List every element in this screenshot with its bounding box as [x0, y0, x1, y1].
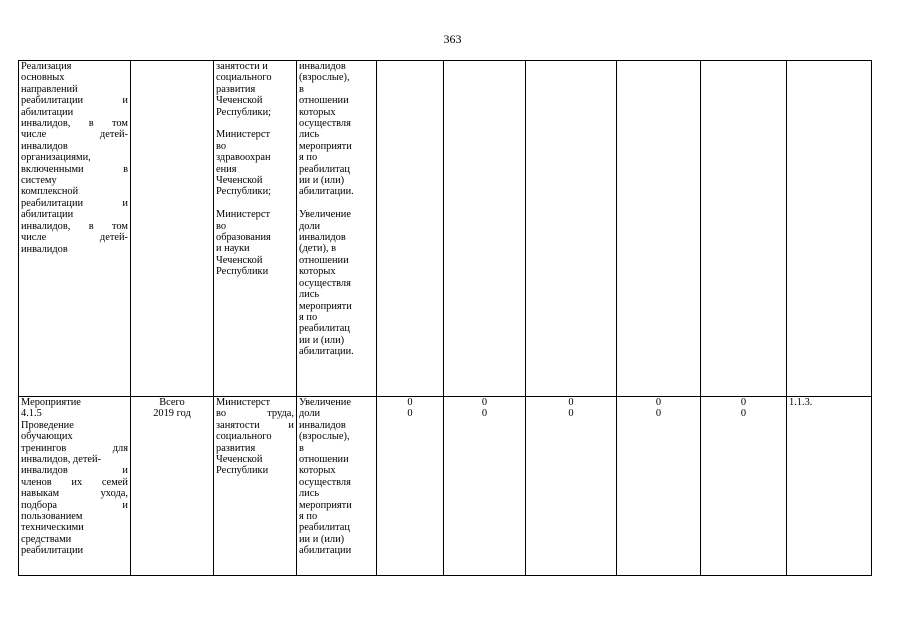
- cell-value-3: [526, 397, 617, 576]
- executor-line: развития: [216, 442, 256, 454]
- indicator-line: реабилитац: [299, 163, 350, 175]
- activity-name-line: абилитации: [21, 106, 74, 118]
- indicator-line: инвалидов: [299, 232, 346, 244]
- cell-value-5: [701, 397, 787, 576]
- activity-name-line: навыкам ухода,: [21, 488, 128, 500]
- cell-activity-name: [19, 61, 131, 397]
- activity-name-line: Проведение: [21, 419, 74, 431]
- executor-line: Чеченской: [216, 95, 263, 107]
- value-entry: 0: [407, 397, 413, 408]
- activity-name-line: числе детей-: [21, 129, 128, 141]
- indicator-line: абилитации.: [299, 346, 354, 358]
- cell-executor: [214, 61, 297, 397]
- activity-name-line: Реализация: [21, 61, 72, 72]
- activity-name-line: организациями,: [21, 152, 91, 164]
- indicator-line: абилитации.: [299, 186, 354, 198]
- executor-line: Республики: [216, 465, 269, 477]
- cell-link: [787, 61, 872, 397]
- cell-activity-name: [19, 397, 131, 576]
- activity-name-line: комплексной: [21, 186, 79, 198]
- executor-line: занятости и: [216, 419, 294, 431]
- indicator-line: осуществля: [299, 277, 351, 289]
- indicator-line: Увеличение: [299, 209, 351, 221]
- indicator-line: лись: [299, 488, 320, 500]
- table-row: [19, 397, 872, 576]
- executor-line: социального: [216, 72, 272, 84]
- indicator-line: лись: [299, 129, 320, 141]
- activity-name-line: обучающих: [21, 431, 73, 443]
- activity-name-line: Мероприятие: [21, 397, 81, 408]
- executor-line: Чеченской: [216, 454, 263, 466]
- indicator-line: которых: [299, 465, 336, 477]
- indicator-line: абилитации: [299, 545, 352, 557]
- indicator-line: реабилитац: [299, 522, 350, 534]
- activity-name-line: инвалидов, детей-: [21, 454, 101, 466]
- executor-line: Республики;: [216, 106, 272, 118]
- activity-name-line: 4.1.5: [21, 408, 42, 420]
- cell-value-4: [617, 61, 701, 397]
- indicator-line: (взрослые),: [299, 431, 350, 443]
- activity-name-line: реабилитации и: [21, 197, 128, 209]
- activity-name-line: направлений: [21, 83, 78, 95]
- value-entry: 0: [481, 408, 488, 420]
- activity-name-line: членов их семей: [21, 476, 128, 488]
- value-entry: 0: [407, 408, 413, 420]
- activity-name-line: абилитации: [21, 209, 74, 221]
- indicator-line: осуществля: [299, 118, 351, 130]
- value-entry: 0: [740, 397, 747, 408]
- executor-line: во: [216, 220, 227, 232]
- indicator-line: отношении: [299, 95, 349, 107]
- program-table: [18, 60, 872, 576]
- executor-line: развития: [216, 83, 256, 95]
- value-entry: 0: [568, 408, 574, 420]
- executor-line: Чеченской: [216, 254, 263, 266]
- value-entry: 0: [740, 408, 747, 420]
- indicator-line: отношении: [299, 254, 349, 266]
- indicator-line: в: [299, 83, 304, 95]
- indicator-line: мероприяти: [299, 140, 352, 152]
- cell-link: [787, 397, 872, 576]
- cell-value-1: [377, 397, 444, 576]
- activity-name-line: реабилитации: [21, 545, 84, 557]
- indicator-line: инвалидов: [299, 419, 346, 431]
- activity-name-line: инвалидов: [21, 243, 68, 255]
- activity-name-line: систему: [21, 175, 57, 187]
- indicator-line: ии и (или): [299, 533, 345, 545]
- indicator-line: мероприяти: [299, 499, 352, 511]
- indicator-line: мероприяти: [299, 300, 352, 312]
- activity-name-line: инвалидов, в том: [21, 220, 128, 232]
- executor-line: ения: [216, 163, 237, 175]
- executor-line: Республики: [216, 266, 269, 278]
- executor-line: здравоохран: [216, 152, 271, 164]
- activity-name-line: подбора и: [21, 499, 128, 511]
- executor-line: Министерст: [216, 209, 271, 221]
- activity-name-line: включенными в: [21, 163, 128, 175]
- executor-line: занятости и: [216, 61, 268, 72]
- indicator-line: лись: [299, 289, 320, 301]
- cell-funding-source: [131, 397, 214, 576]
- funding-source-line: 2019 год: [153, 408, 191, 420]
- value-entry: 0: [655, 397, 662, 408]
- indicator-line: доли: [299, 220, 321, 232]
- indicator-line: я по: [299, 311, 318, 323]
- activity-name-line: инвалидов и: [21, 465, 128, 477]
- activity-name-line: основных: [21, 72, 65, 84]
- indicator-line: ии и (или): [299, 334, 345, 346]
- cell-indicator: [297, 61, 377, 397]
- executor-line: Республики;: [216, 186, 272, 198]
- executor-line: Чеченской: [216, 175, 263, 187]
- activity-name-line: инвалидов: [21, 140, 68, 152]
- activity-name-line: пользованием: [21, 511, 83, 523]
- page-number: 363: [443, 32, 462, 46]
- cell-value-1: [377, 61, 444, 397]
- blank-line: [299, 198, 374, 209]
- cell-value-2: [444, 397, 526, 576]
- cell-indicator: [297, 397, 377, 576]
- cell-value-4: [617, 397, 701, 576]
- cell-executor: [214, 397, 297, 576]
- indicator-line: ии и (или): [299, 175, 345, 187]
- indicator-line: доли: [299, 408, 321, 420]
- indicator-line: реабилитац: [299, 323, 350, 335]
- indicator-line: в: [299, 442, 304, 454]
- indicator-line: я по: [299, 152, 318, 164]
- activity-name-line: числе детей-: [21, 232, 128, 244]
- indicator-line: (взрослые),: [299, 72, 350, 84]
- value-entry: 0: [481, 397, 488, 408]
- cell-value-2: [444, 61, 526, 397]
- indicator-line: осуществля: [299, 476, 351, 488]
- value-entry: 0: [655, 408, 662, 420]
- blank-line: [216, 118, 294, 129]
- executor-line: во труда,: [216, 408, 294, 420]
- executor-line: Министерст: [216, 397, 271, 408]
- executor-line: социального: [216, 431, 272, 443]
- value-entry: 0: [568, 397, 574, 408]
- indicator-line: которых: [299, 266, 336, 278]
- activity-name-line: тренингов для: [21, 442, 128, 454]
- indicator-line: которых: [299, 106, 336, 118]
- cell-funding-source: [131, 61, 214, 397]
- activity-name-line: техническими: [21, 522, 84, 534]
- table-row: [19, 61, 872, 397]
- indicator-line: я по: [299, 511, 318, 523]
- activity-name-line: инвалидов, в том: [21, 118, 128, 130]
- executor-line: и науки: [216, 243, 250, 255]
- activity-name-line: средствами: [21, 533, 72, 545]
- indicator-line: инвалидов: [299, 61, 346, 72]
- indicator-line: отношении: [299, 454, 349, 466]
- executor-line: образования: [216, 232, 271, 244]
- activity-name-line: реабилитации и: [21, 95, 128, 107]
- indicator-line: Увеличение: [299, 397, 351, 408]
- cell-value-5: [701, 61, 787, 397]
- funding-source-line: Всего: [159, 397, 185, 408]
- indicator-line: (дети), в: [299, 243, 337, 255]
- blank-line: [216, 198, 294, 209]
- executor-line: во: [216, 140, 227, 152]
- link-code: 1.1.3.: [789, 397, 813, 408]
- cell-value-3: [526, 61, 617, 397]
- executor-line: Министерст: [216, 129, 271, 141]
